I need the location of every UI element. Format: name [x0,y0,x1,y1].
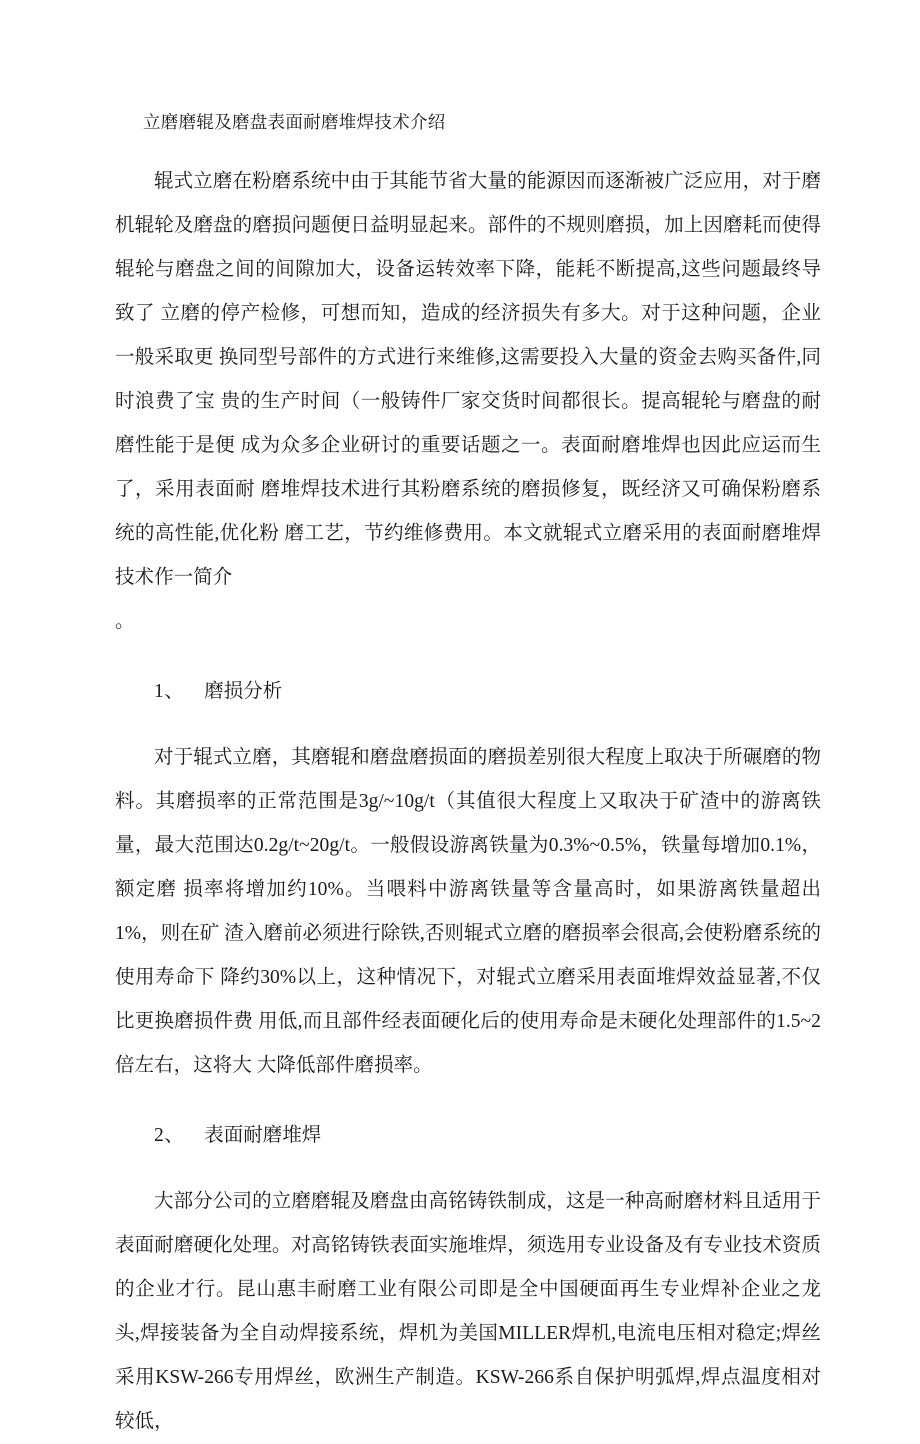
document-body [115,100,821,1444]
section-2-heading-label: 表面耐磨堆焊 [204,1125,322,1146]
spacer-before-section-1 [115,644,821,670]
section-2-body: 大部分公司的立磨磨辊及磨盘由高铭铸铁制成，这是一种高耐磨材料且适用于表面耐磨硬化处理。对高铭铸铁表面实施堆焊，须选用专业设备及有专业技术资质的企业才行。昆山惠丰耐磨工业有限公司即是全中国硬面再生专业焊补企业之龙头,焊接装备为全自动焊接系统，焊机为美国MILLER焊机,电流电压相对稳定;焊丝采用KSW-266专用焊丝，欧洲生产制造。KSW-266系自保护明弧焊,焊点温度相对较低， [115,1191,821,1432]
spacer-after-section-1-heading [115,714,821,736]
spacer-after-section-2-heading [115,1158,821,1180]
section-2-number: 2、 [154,1125,185,1146]
section-1-number: 1、 [154,681,185,702]
document-title: 立磨磨辊及磨盘表面耐磨堆焊技术介绍 [143,112,446,132]
intro-paragraph: 辊式立磨在粉磨系统中由于其能节省大量的能源因而逐渐被广泛应用，对于磨机辊轮及磨盘的磨损问题便日益明显起来。部件的不规则磨损，加上因磨耗而使得辊轮与磨盘之间的间隙加大，设备运转效率下降，能耗不断提高,这些问题最终导致了 立磨的停产检修，可想而知，造成的经济损失有多大。对于这种问题，企业一般采取更 换同型号部件的方式进行来维修,这需要投入大量的资金去购买备件,同时浪费了宝 贵的生产时间（一般铸件厂家交货时间都很长。提高辊轮与磨盘的耐磨性能于是便 成为众多企业研讨的重要话题之一。表面耐磨堆焊也因此应运而生了，采用表面耐 磨堆焊技术进行其粉磨系统的磨损修复，既经济又可确保粉磨系统的高性能,优化粉 磨工艺，节约维修费用。本文就辊式立磨采用的表面耐磨堆焊技术作一简介 [115,171,821,588]
spacer-before-section-2 [115,1088,821,1114]
section-2-heading [115,1114,821,1158]
intro-paragraph-tail: 。 [115,611,135,632]
section-1-body: 对于辊式立磨，其磨辊和磨盘磨损面的磨损差别很大程度上取决于所碾磨的物料。其磨损率的正常范围是3g/~10g/t（其值很大程度上又取决于矿渣中的游离铁量，最大范围达0.2g/t~20g/t。一般假设游离铁量为0.3%~0.5%，铁量每增加0.1%，额定磨 损率将增加约10%。当喂料中游离铁量等含量高时，如果游离铁量超出1%，则在矿 渣入磨前必须进行除铁,否则辊式立磨的磨损率会很高,会使粉磨系统的使用寿命下 降约30%以上，这种情况下，对辊式立磨采用表面堆焊效益显著,不仅比更换磨损件费 用低,而且部件经表面硬化后的使用寿命是未硬化处理部件的1.5~2倍左右，这将大 大降低部件磨损率。 [115,747,821,1076]
section-1-heading [115,670,821,714]
section-1-heading-label: 磨损分析 [204,681,283,702]
